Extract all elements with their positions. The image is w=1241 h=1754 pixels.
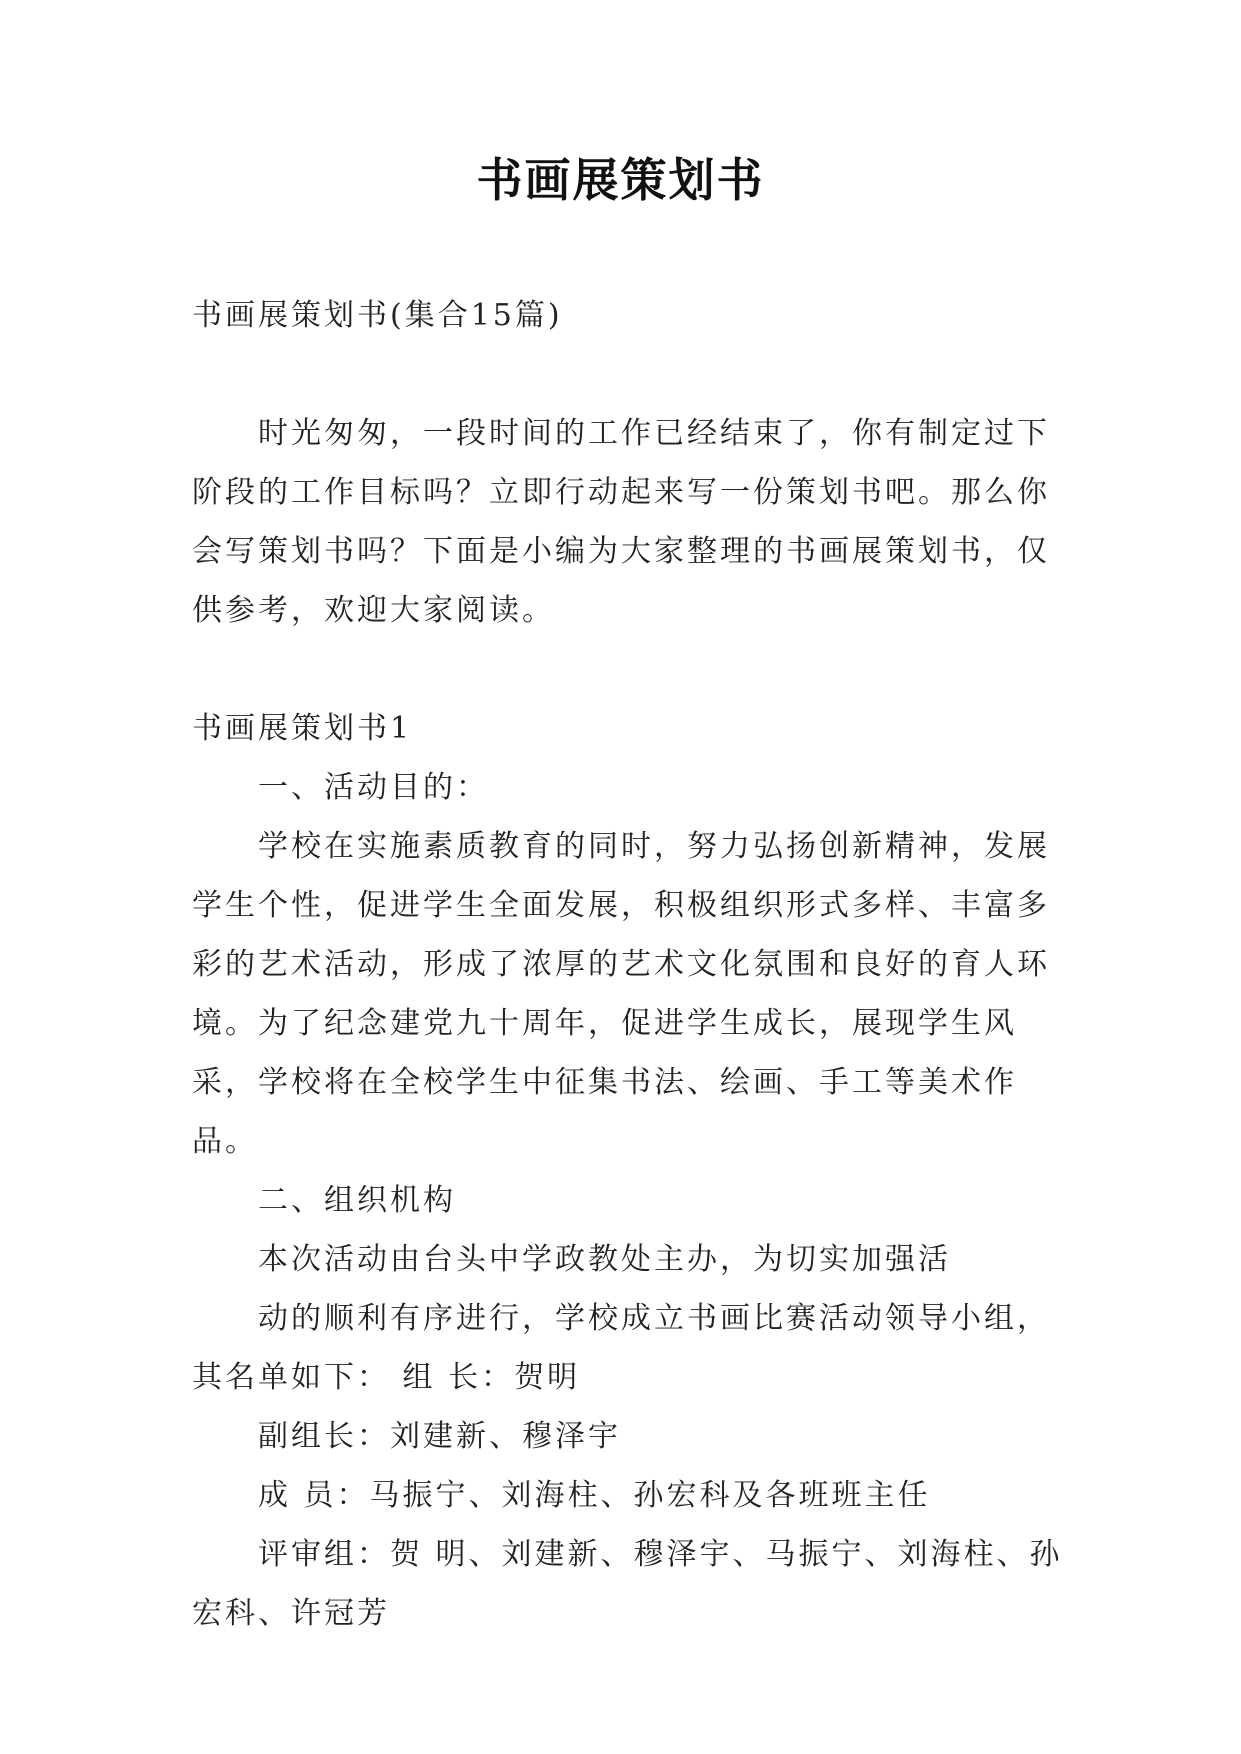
paragraph-members: 成 员：马振宁、刘海柱、孙宏科及各班班主任 (258, 1478, 931, 1513)
document-body (192, 286, 1072, 1643)
paragraph-deputy-leaders: 副组长：刘建新、穆泽宇 (258, 1419, 621, 1454)
paragraph-review-team: 评审组：贺 明、刘建新、穆泽宇、马振宁、刘海柱、孙宏科、许冠芳 (192, 1537, 1063, 1631)
section-title: 书画展策划书1 (192, 711, 413, 746)
intro-paragraph: 时光匆匆，一段时间的工作已经结束了，你有制定过下阶段的工作目标吗？立即行动起来写一份策划书吧。那么你会写策划书吗？下面是小编为大家整理的书画展策划书，仅供参考，欢迎大家阅读。 (192, 416, 1050, 628)
document-title: 书画展策划书 (476, 153, 765, 207)
paragraph-leadership-group: 动的顺利有序进行，学校成立书画比赛活动领导小组，其名单如下： 组 长：贺明 (192, 1301, 1050, 1395)
paragraph-activity-purpose: 学校在实施素质教育的同时，努力弘扬创新精神，发展学生个性，促进学生全面发展，积极组织形式多样、丰富多彩的艺术活动，形成了浓厚的艺术文化氛围和良好的育人环境。为了纪念建党九十周年，促进学生成长，展现学生风采，学校将在全校学生中征集书法、绘画、手工等美术作品。 (192, 829, 1050, 1159)
paragraph-organizer: 本次活动由台头中学政教处主办，为切实加强活 (258, 1242, 951, 1277)
heading-activity-purpose: 一、活动目的： (258, 770, 489, 805)
document-subtitle: 书画展策划书(集合15篇) (192, 298, 563, 333)
heading-organization: 二、组织机构 (258, 1183, 456, 1218)
